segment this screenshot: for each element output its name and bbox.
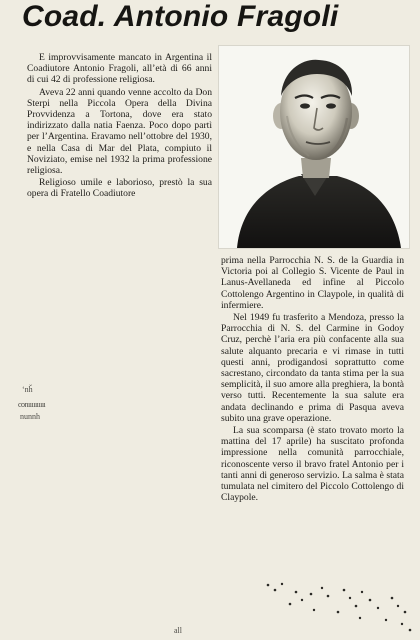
- bleed-through-text: conıııııııııı: [18, 400, 46, 409]
- bleed-through-text: ʻnȟ: [22, 385, 33, 394]
- article-paragraph: Nel 1949 fu trasferito a Mendoza, presso la Parrocchia di N. S. del Carmine in Godoy Cruz, perchè l’aria era più confacente alla sua salute alquanto precaria e vi rimase in tutti questi anni, prodigandosi soprattutto come sacrestano, circondato da tanta stima per la sua semplicità, il suo amore alla preghiera, la bontà verso tutti. Recentemente la sua salute era andata declinando e prima di Pasqua aveva subito una grave operazione.: [221, 312, 404, 424]
- article-paragraph: prima nella Parrocchia N. S. de la Guardia in Victoria poi al Collegio S. Vicente de Paul in Lanus-Avellaneda ed infine al Piccolo Cottolengo Argentino in Claypole, in qualità di infermiere.: [221, 255, 404, 311]
- bleed-through-text: nunnh: [20, 412, 40, 421]
- article-paragraph: La sua scomparsa (è stato trovato morto la mattina del 17 aprile) ha suscitato profonda impressione nella comunità parrocchiale, riconoscente verso il bravo fratel Antonio per i tanti anni di generoso servizio. La salma è stata tumulata nel cimitero del Piccolo Cottolengo di Claypole.: [221, 425, 404, 504]
- article-paragraph: Religioso umile e laborioso, prestò la sua opera di Fratello Coadiutore: [27, 177, 212, 200]
- page-title: Coad. Antonio Fragoli: [22, 0, 339, 33]
- bleed-through-text: all: [174, 626, 182, 635]
- article-paragraph: Aveva 22 anni quando venne accolto da Don Sterpi nella Piccola Opera della Divina Provvidenza a Tortona, dove era stato indirizzato dalla natia Faenza. Poco dopo partì per l’Argentina. Eravamo nell’ottobre del 1930, e nella Casa di Mar del Plata, compiuto il Noviziato, emise nel 1932 la prima professione religiosa.: [27, 86, 212, 177]
- article-paragraph: E improvvisamente mancato in Argentina il Coadiutore Antonio Fragoli, all’età di 66 anni di cui 42 di professione religiosa.: [27, 52, 212, 86]
